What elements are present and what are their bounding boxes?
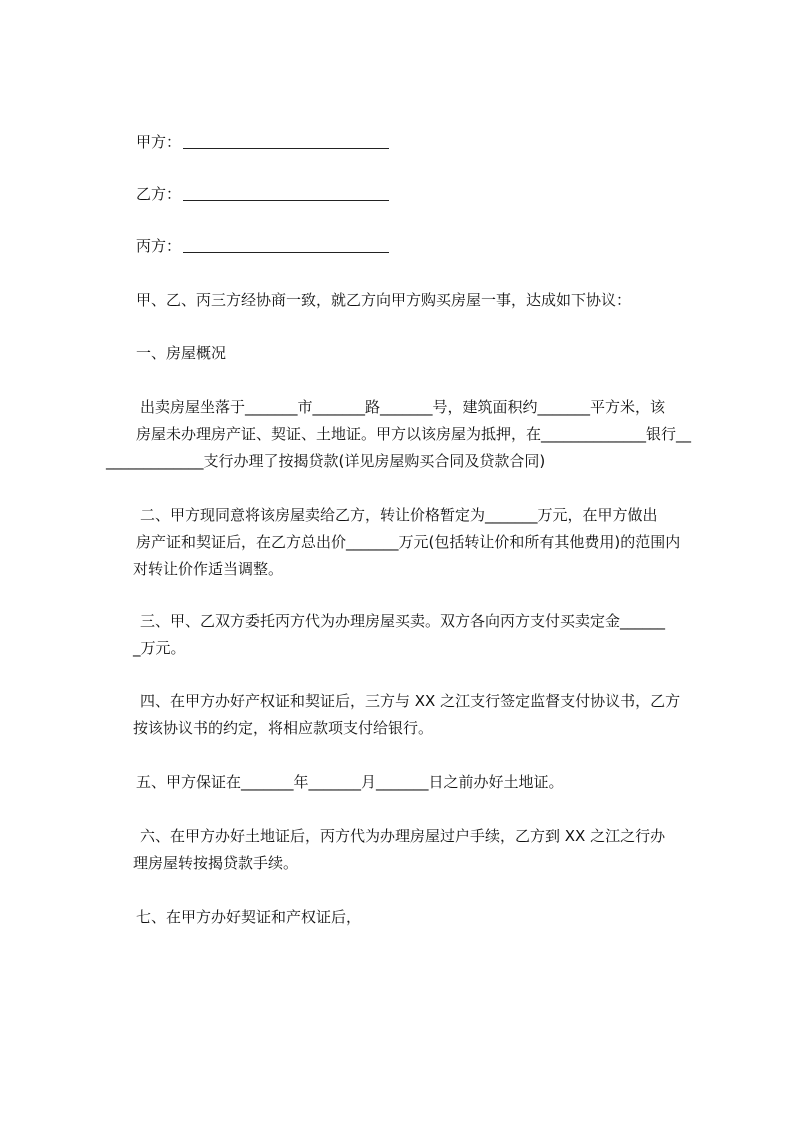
party-c-blank (183, 237, 389, 253)
section4-line1: 四、在甲方办好产权证和契证后，三方与 XX 之江支行签定监督支付协议书，乙方 (140, 692, 681, 710)
section2-line3: 对转让价作适当调整。 (133, 560, 284, 578)
section2-line2: 房产证和契证后，在乙方总出价_______万元(包括转让价和所有其他费用)的范围内 (136, 533, 681, 551)
party-b-blank (183, 185, 389, 201)
section4-line2: 按该协议书的约定，将相应款项支付给银行。 (133, 719, 434, 737)
party-b-line (136, 183, 389, 205)
party-b-label: 乙方： (136, 185, 182, 203)
section7-line1: 七、在甲方办好契证和产权证后， (136, 908, 362, 926)
party-a-blank (183, 133, 389, 149)
section6-line2: 理房屋转按揭贷款手续。 (133, 854, 299, 872)
section2-line1: 二、甲方现同意将该房屋卖给乙方，转让价格暂定为_______万元，在甲方做出 (140, 506, 658, 524)
party-a-label: 甲方： (136, 133, 182, 151)
party-c-label: 丙方： (136, 237, 182, 255)
party-a-line (136, 131, 389, 153)
section5-line1: 五、甲方保证在_______年_______月_______日之前办好土地证。 (136, 773, 564, 791)
party-c-line (136, 235, 389, 257)
section6-line1: 六、在甲方办好土地证后，丙方代为办理房屋过户手续，乙方到 XX 之江之行办 (140, 827, 666, 845)
section3-line1: 三、甲、乙双方委托丙方代为办理房屋买卖。双方各向丙方支付买卖定金______ (140, 612, 666, 630)
section1-line2: 房屋未办理房产证、契证、土地证。甲方以该房屋为抵押，在______________银行__ (136, 425, 692, 443)
intro-paragraph: 甲、乙、丙三方经协商一致，就乙方向甲方购买房屋一事，达成如下协议： (136, 291, 632, 309)
section1-heading: 一、房屋概况 (136, 344, 227, 362)
section1-line1: 出卖房屋坐落于_______市_______路_______号，建筑面积约_______平方米，该 (140, 398, 666, 416)
section1-line3: _____________支行办理了按揭贷款(详见房屋购买合同及贷款合同) (106, 452, 546, 470)
section3-line2: _万元。 (133, 639, 186, 657)
